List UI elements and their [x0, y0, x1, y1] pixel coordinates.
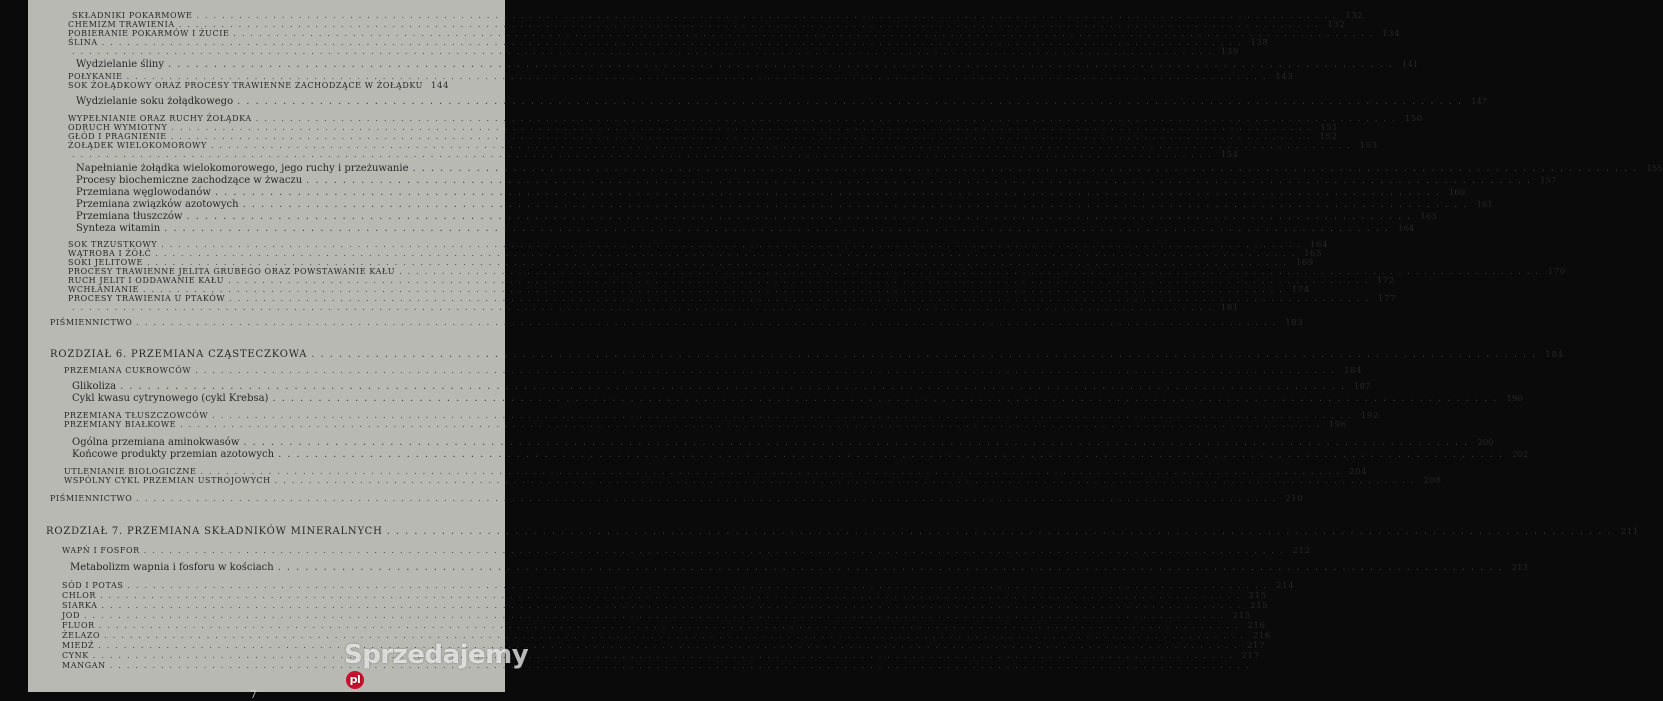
toc-entry-page: 139: [1220, 47, 1239, 57]
leader-dots: [72, 150, 1217, 159]
leader-dots: [164, 223, 1394, 234]
leader-dots: [200, 467, 1345, 476]
leader-dots: [243, 437, 1473, 448]
toc-entry: [72, 393, 1523, 404]
leader-dots: [186, 211, 1416, 222]
toc-entry-page: 150: [1404, 114, 1423, 124]
toc-entry-title: WSPÓLNY CYKL PRZEMIAN USTROJOWYCH: [64, 476, 271, 485]
leader-dots: [144, 546, 1289, 555]
toc-entry-title: Końcowe produkty przemian azotowych: [72, 449, 275, 460]
leader-dots: [84, 611, 1229, 620]
toc-entry-title: WĄTROBA I ŻÓŁĆ: [68, 249, 152, 258]
toc-entry-page: 157: [1540, 176, 1557, 186]
toc-entry: [76, 211, 1437, 222]
leader-dots: [136, 318, 1281, 327]
toc-entry: [50, 318, 1304, 328]
toc-entry-page: 196: [1328, 420, 1347, 430]
leader-dots: [243, 199, 1473, 210]
toc-entry-page: 161: [1476, 200, 1493, 210]
toc-entry-page: 132: [1327, 20, 1346, 30]
toc-entry-title: Napełnianie żołądka wielokomorowego, jego ruchy i przeżuwanie: [76, 163, 409, 174]
leader-dots: [147, 258, 1292, 267]
toc-entry-page: 177: [1378, 294, 1397, 304]
leader-dots: [99, 621, 1244, 630]
toc-entry: [64, 366, 1362, 376]
leader-dots: [179, 20, 1324, 29]
toc-entry: [50, 494, 1304, 504]
toc-entry-title: WAPŃ I FOSFOR: [62, 546, 140, 555]
leader-dots: [93, 651, 1238, 660]
toc-entry: [62, 591, 1267, 601]
leader-dots: [127, 581, 1272, 590]
toc-entry: [76, 199, 1493, 210]
toc-entry-title: Synteza witamin: [76, 223, 161, 234]
toc-entry-title: SOK ŻOŁĄDKOWY ORAZ PROCESY TRAWIENNE ZACHODZĄCE W ŻOŁĄDKU: [68, 81, 424, 90]
toc-entry: [76, 187, 1466, 198]
leader-dots: [72, 47, 1217, 56]
toc-entry-page: 154: [1220, 150, 1239, 160]
chapter-heading: [50, 349, 1564, 360]
toc-entry-page: 214: [1276, 581, 1295, 591]
toc-entry: [68, 81, 450, 91]
leader-dots: [104, 631, 1249, 640]
toc-entry: [76, 175, 1557, 186]
toc-entry: [72, 381, 1371, 392]
toc-entry-title: Ogólna przemiana aminokwasów: [72, 437, 240, 448]
leader-dots: [237, 96, 1467, 107]
toc-entry-page: 212: [1292, 546, 1311, 556]
leader-dots: [196, 11, 1341, 20]
toc-entry-title: ŚLINA: [68, 38, 98, 47]
toc-entry-title: Procesy biochemiczne zachodzące w żwaczu: [76, 175, 303, 186]
toc-entry-title: SOK TRZUSTKOWY: [68, 240, 158, 249]
toc-entry-title: Przemiana związków azotowych: [76, 199, 239, 210]
toc-entry-page: 155: [1646, 164, 1663, 174]
toc-entry-title: ŻELAZO: [62, 631, 101, 640]
toc-entry-page: 165: [1304, 249, 1323, 259]
toc-entry-page: 217: [1246, 641, 1265, 651]
toc-entry-page: 170: [1547, 267, 1566, 277]
toc-entry-title: PRZEMIANY BIAŁKOWE: [64, 420, 177, 429]
toc-entry-page: 134: [1382, 29, 1401, 39]
toc-entry-page: 204: [1349, 467, 1368, 477]
toc-entry-page: 132: [1345, 11, 1364, 21]
leader-dots: [228, 276, 1373, 285]
leader-dots: [275, 476, 1420, 485]
toc-entry-page: 151: [1320, 123, 1339, 133]
leader-dots: [171, 123, 1316, 132]
toc-entry-page: 144: [431, 81, 450, 91]
toc-entry-page: 202: [1512, 450, 1529, 460]
leader-dots: [127, 72, 1272, 81]
leader-dots: [136, 494, 1281, 503]
toc-entry-title: Wydzielanie śliny: [76, 59, 165, 70]
toc-entry-title: SOKI JELITOWE: [68, 258, 143, 267]
toc-entry: [76, 96, 1488, 107]
leader-dots: [102, 38, 1247, 47]
toc-entry-page: 169: [1295, 258, 1314, 268]
leader-dots: [212, 411, 1357, 420]
toc-entry-title: CHEMIZM TRAWIENIA: [68, 20, 175, 29]
toc-entry-title: MANGAN: [62, 661, 106, 670]
toc-entry: [62, 611, 1251, 621]
leader-dots: [195, 366, 1340, 375]
leader-dots: [171, 132, 1316, 141]
toc-entry-title: Cykl kwasu cytrynowego (cykl Krebsa): [72, 393, 269, 404]
leader-dots: [101, 601, 1246, 610]
toc-entry-page: 190: [1506, 394, 1523, 404]
toc-entry-page: 184: [1545, 350, 1564, 360]
toc-entry-page: 213: [1511, 563, 1528, 573]
toc-entry-page: 187: [1354, 382, 1371, 392]
leader-dots: [229, 294, 1374, 303]
toc-entry-page: 164: [1398, 224, 1415, 234]
toc-entry-page: 216: [1252, 631, 1272, 641]
toc-entry-page: 192: [1360, 411, 1379, 421]
toc-entry-title: PRZEMIANA CUKROWCÓW: [64, 366, 192, 375]
toc-entry-title: RUCH JELIT I ODDAWANIE KAŁU: [68, 276, 225, 285]
toc-entry: [76, 223, 1415, 234]
leader-dots: [412, 163, 1642, 174]
toc-entry-page: 141: [1401, 60, 1419, 70]
leader-dots: [98, 641, 1243, 650]
toc-entry-page: 160: [1448, 188, 1466, 198]
toc-entry-page: 208: [1423, 476, 1442, 486]
watermark-brand: Sprzedajemy: [344, 640, 529, 670]
book-page: [28, 0, 1663, 692]
toc-entry-page: 174: [1291, 285, 1310, 295]
toc-entry-title: ROZDZIAŁ 6. PRZEMIANA CZĄSTECZKOWA: [50, 349, 308, 360]
toc-entry-page: 215: [1248, 591, 1267, 601]
leader-dots: [387, 526, 1617, 537]
leader-dots: [278, 562, 1508, 573]
toc-entry-page: 138: [1250, 38, 1269, 48]
leader-dots: [311, 349, 1541, 360]
toc-entry-page: 153: [1359, 141, 1378, 151]
toc-entry-page: 164: [1310, 240, 1329, 250]
leader-dots: [120, 381, 1350, 392]
toc-entry-title: PIŚMIENNICTWO: [50, 318, 133, 327]
toc-entry-title: ROZDZIAŁ 7. PRZEMIANA SKŁADNIKÓW MINERALNYCH: [46, 526, 383, 537]
toc-entry: [72, 437, 1494, 448]
toc-entry: [62, 581, 1295, 591]
toc-entry-title: WYPEŁNIANIE ORAZ RUCHY ŻOŁĄDKA: [68, 114, 252, 123]
toc-entry-title: Metabolizm wapnia i fosforu w kościach: [70, 562, 274, 573]
toc-entry: [70, 562, 1528, 573]
toc-entry-page: 211: [1620, 527, 1640, 537]
toc-entry-page: 184: [1343, 366, 1362, 376]
toc-entry-title: UTLENIANIE BIOLOGICZNE: [64, 467, 197, 476]
toc-entry-title: PROCESY TRAWIENNE JELITA GRUBEGO ORAZ POWSTAWANIE KAŁU: [68, 267, 396, 276]
leader-dots: [211, 141, 1356, 150]
toc-entry-title: Przemiana węglowodanów: [76, 187, 211, 198]
toc-entry-title: Glikoliza: [72, 381, 117, 392]
toc-entry-page: 210: [1285, 494, 1304, 504]
toc-entry-title: ŻOŁĄDEK WIELOKOMOROWY: [68, 141, 207, 150]
toc-entry-title: WCHŁANIANIE: [68, 285, 139, 294]
toc-entry-title: FLUOR: [62, 621, 95, 630]
toc-entry-page: 215: [1250, 601, 1269, 611]
toc-entry: [64, 420, 1347, 430]
page-number: 7: [250, 688, 257, 701]
watermark-logo: [344, 640, 528, 700]
toc-entry-page: 163: [1420, 212, 1437, 222]
toc-entry: [62, 546, 1311, 556]
toc-entry-title: PIŚMIENNICTWO: [50, 494, 133, 503]
leader-dots: [155, 249, 1300, 258]
toc-entry: [68, 303, 1239, 313]
toc-entry-title: POBIERANIE POKARMÓW I ŻUCIE: [68, 29, 230, 38]
toc-entry-page: 200: [1477, 438, 1494, 448]
toc-entry-title: Wydzielanie soku żołądkowego: [76, 96, 234, 107]
leader-dots: [161, 240, 1306, 249]
toc-entry-title: CYNK: [62, 651, 89, 660]
toc-entry-title: SÓD I POTAS: [62, 581, 124, 590]
toc-entry-page: 217: [1241, 651, 1260, 661]
toc-entry: [68, 47, 1239, 57]
leader-dots: [256, 114, 1401, 123]
toc-entry-title: ODRUCH WYMIOTNY: [68, 123, 168, 132]
leader-dots: [215, 187, 1445, 198]
toc-entry-title: Przemiana tłuszczów: [76, 211, 183, 222]
toc-entry-title: POŁYKANIE: [68, 72, 123, 81]
toc-entry: [72, 449, 1529, 460]
toc-entry: [68, 150, 1239, 160]
toc-entry-page: 215: [1232, 611, 1251, 621]
toc-entry-page: 143: [1275, 72, 1294, 82]
toc-entry-title: PROCESY TRAWIENIA U PTAKÓW: [68, 294, 226, 303]
leader-dots: [180, 420, 1325, 429]
toc-entry-page: 181: [1220, 303, 1239, 313]
chapter-heading: [46, 526, 1640, 537]
toc-entry-title: JOD: [62, 611, 80, 620]
toc-entry-page: 147: [1471, 97, 1488, 107]
toc-entry-page: 183: [1285, 318, 1304, 328]
leader-dots: [72, 303, 1217, 312]
toc-entry: [62, 621, 1266, 631]
leader-dots: [306, 175, 1536, 186]
toc-entry: [62, 601, 1269, 611]
toc-entry-title: PRZEMIANA TŁUSZCZOWCÓW: [64, 411, 209, 420]
leader-dots: [233, 29, 1378, 38]
toc-entry-title: CHLOR: [62, 591, 96, 600]
watermark-suffix: pl: [346, 671, 364, 689]
toc-entry-page: 152: [1319, 132, 1338, 142]
leader-dots: [399, 267, 1544, 276]
leader-dots: [143, 285, 1288, 294]
leader-dots: [278, 449, 1508, 460]
toc-entry-page: 216: [1247, 621, 1266, 631]
toc-entry-title: MIEDŹ: [62, 641, 95, 650]
leader-dots: [272, 393, 1502, 404]
toc-entry: [64, 476, 1442, 486]
toc-entry-title: SIARKA: [62, 601, 98, 610]
leader-dots: [110, 661, 1255, 670]
toc-entry: [76, 163, 1663, 174]
toc-entry-page: 172: [1376, 276, 1395, 286]
leader-dots: [100, 591, 1245, 600]
toc-entry: [76, 59, 1419, 70]
leader-dots: [168, 59, 1398, 70]
toc-entry-title: GŁÓD I PRAGNIENIE: [68, 132, 167, 141]
toc-entry-title: SKŁADNIKI POKARMOWE: [72, 11, 193, 20]
